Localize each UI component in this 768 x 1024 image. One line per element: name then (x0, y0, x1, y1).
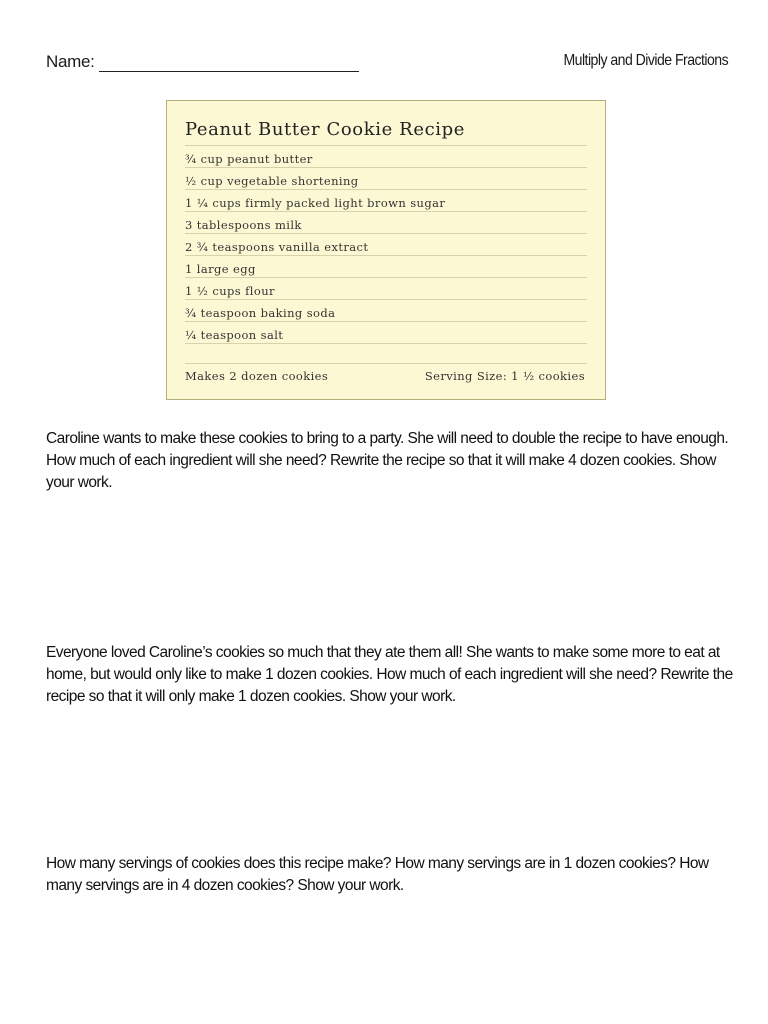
name-label: Name: (46, 52, 95, 71)
card-rule (185, 189, 587, 190)
question-1: Caroline wants to make these cookies to bring to a party. She will need to double the recipe to have enough. How much of each ingredient will she need? Rewrite the recipe so that it will make 4 dozen cookies. Show your work. (46, 430, 729, 491)
recipe-card (166, 100, 606, 400)
card-rule (185, 299, 587, 300)
card-rule (185, 211, 587, 212)
ingredient-item: 2 ¾ teaspoons vanilla extract (185, 240, 369, 254)
card-rule (185, 233, 587, 234)
worksheet-title: Multiply and Divide Fractions (563, 52, 728, 69)
serving-size: Serving Size: 1 ½ cookies (424, 369, 585, 383)
ingredient-item: ¼ teaspoon salt (185, 328, 284, 342)
card-rule (185, 363, 587, 364)
card-rule (185, 255, 587, 256)
card-rule (185, 321, 587, 322)
ingredient-item: 1 ½ cups flour (185, 284, 275, 298)
ingredient-item: ¾ cup peanut butter (185, 152, 313, 166)
card-rule (185, 145, 587, 146)
recipe-title: Peanut Butter Cookie Recipe (185, 119, 465, 140)
ingredient-item: 1 ¼ cups firmly packed light brown sugar (185, 196, 446, 210)
recipe-yield: Makes 2 dozen cookies (185, 369, 329, 383)
ingredient-item: ½ cup vegetable shortening (185, 174, 359, 188)
card-rule (185, 343, 587, 344)
ingredient-item: 3 tablespoons milk (185, 218, 302, 232)
question-2: Everyone loved Caroline’s cookies so much that they ate them all! She wants to make some more to eat at home, but would only like to make 1 dozen cookies. How much of each ingredient will she need? Rewrite the recipe so that it will only make 1 dozen cookies. Show your work. (46, 644, 733, 705)
card-rule (185, 277, 587, 278)
name-field (46, 52, 359, 72)
name-blank-line[interactable] (99, 55, 359, 72)
card-rule (185, 167, 587, 168)
ingredient-item: ¾ teaspoon baking soda (185, 306, 336, 320)
question-3: How many servings of cookies does this recipe make? How many servings are in 1 dozen cookies? How many servings are in 4 dozen cookies? Show your work. (46, 855, 709, 894)
ingredient-item: 1 large egg (185, 262, 256, 276)
